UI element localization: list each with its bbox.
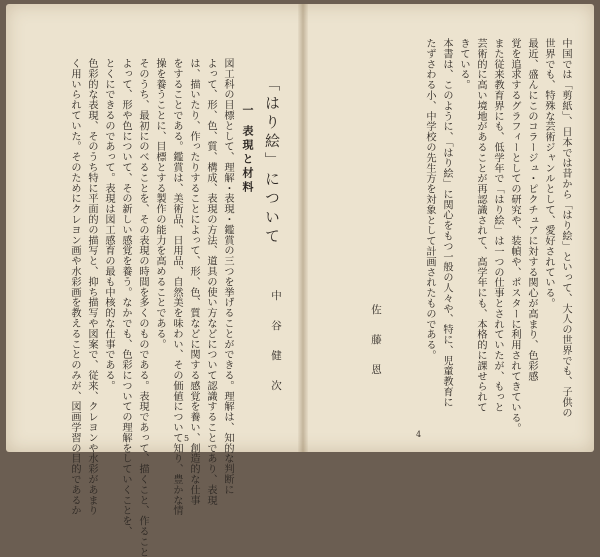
left-page <box>6 4 298 557</box>
paragraph-line: そのうち、最初にのべることを、その表現の時間を多くのものである。表現であって、描くこと、作ること <box>137 58 148 557</box>
paragraph-line: をすることである。鑑賞は、美術品、日用品、自然美を味わい、その価値について知り、豊かな情 <box>171 58 182 516</box>
paragraph-line: 芸術的に高い境地があることが再認識されて、高学年にも、本格的に課せられて <box>475 38 486 413</box>
section-heading: 一 表現と材料 <box>241 104 254 195</box>
paragraph-line: 図工科の目標として、理解・表現・鑑賞の三つを挙げることができる。理解は、知的な判断に <box>222 58 233 495</box>
paragraph-line: 中国では「剪紙」、日本では昔から「はり絵」といって、大人の世界でも、子供の <box>560 38 571 418</box>
preface-author: 佐 藤 恩 <box>370 304 382 383</box>
article-author: 中 谷 健 次 <box>270 290 282 399</box>
paragraph-line: また従来教育界にも、低学年で「はり絵」は一つの仕事とされていたが、もっと <box>492 38 503 413</box>
paragraph-line: よって、形、色、質、構成、表現の方法、道具の使い方などについて認識することであり、表現 <box>205 58 216 506</box>
page-number: 4 <box>416 430 422 439</box>
paragraph-line: 本書は、このように、「はり絵」に関心をもつ一般の人々や、特に、児童教育に <box>441 38 452 408</box>
right-page <box>308 4 594 452</box>
page-number: 5 <box>184 434 190 443</box>
book-gutter <box>298 4 308 452</box>
paragraph-line: は、描いたり、作ったりすることによって、形、色、質などに関する感覚を養い、創造的な仕事 <box>188 58 199 506</box>
paragraph-line: 最近、盛んにこのコラージュ・ピクチュアに対する関心が高まり、色彩感 <box>526 38 537 382</box>
article-title: 「はり絵」について <box>263 76 281 247</box>
paragraph-line: よって、形や色について、その新しい感覚を養う。なかでも、色彩についての理解をしていくことを、 <box>120 58 131 537</box>
paragraph-line: とくにできるのであって。表現は図工感育の最も中核的な仕事である。 <box>103 58 114 391</box>
paragraph-line: たずさわる小、中学校の先生方を対象として計画されたものである。 <box>424 38 435 361</box>
paragraph-line: 色彩的な表現、そのうち特に平面的の描写と、抑ち描写や図案で、従来、クレヨンや水彩があまり <box>86 58 97 516</box>
paragraph-line: 世界でも、特殊な芸術ジャンルとして、愛好されている。 <box>543 38 554 309</box>
book-spread <box>6 4 594 557</box>
paragraph-line: 操を養うことに、目標とする製作の能力を高めることである。 <box>154 58 165 350</box>
paragraph-line: く用いられていた。そのためにクレヨン画や水彩画を教えることのみが、図画学習の目的であるか <box>69 58 80 516</box>
paragraph-line: きている。 <box>458 38 469 90</box>
paragraph-line: 覚を追求するグラフィーとしての研究や、装幀や、ポスターに利用されてきている。 <box>509 38 520 434</box>
